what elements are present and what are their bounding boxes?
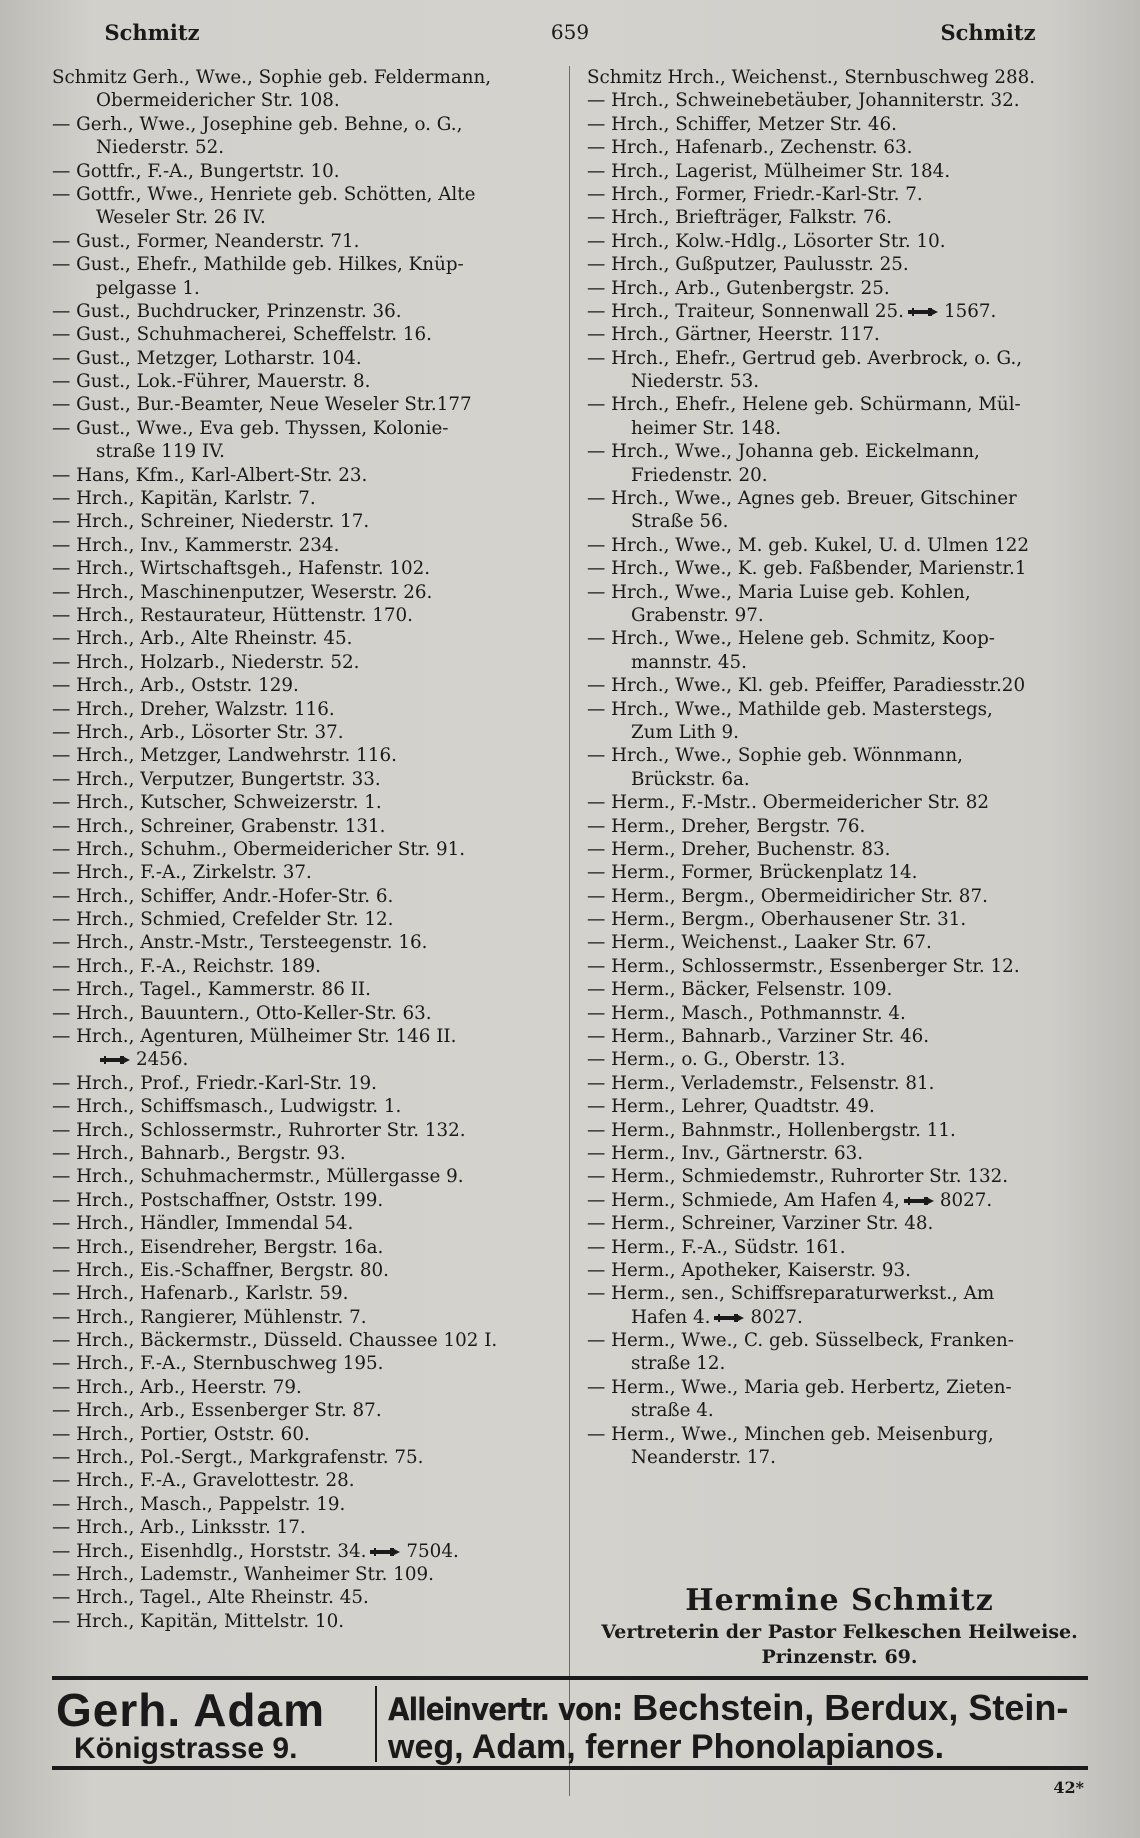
directory-entry (52, 1002, 562, 1025)
directory-entry (52, 627, 562, 650)
entry-line: — Herm., Bahnarb., Varziner Str. 46. (587, 1026, 930, 1048)
directory-entry (587, 1259, 1092, 1282)
directory-entry (587, 698, 1092, 745)
entry-continuation-line: Niederstr. 52. (96, 137, 225, 159)
advert-brand: Gerh. Adam (56, 1684, 326, 1736)
entry-line: — Herm., Schmiedemstr., Ruhrorter Str. 132. (587, 1166, 1009, 1188)
entry-line: — Hrch., Inv., Kammerstr. 234. (52, 534, 340, 556)
entry-line: — Hrch., Anstr.-Mstr., Tersteegenstr. 16. (52, 932, 428, 954)
directory-entry (52, 721, 562, 744)
page-header (52, 14, 1088, 50)
directory-entry (52, 1376, 562, 1399)
entry-line: — Herm., F.-A., Südstr. 161. (587, 1236, 846, 1258)
entry-continuation-line: Obermeidericher Str. 108. (96, 90, 340, 112)
directory-entry (52, 1236, 562, 1259)
entry-line: — Herm., Dreher, Buchenstr. 83. (587, 838, 891, 860)
directory-entry (52, 1610, 562, 1633)
entry-line: — Hrch., Schlossermstr., Ruhrorter Str. 132. (52, 1119, 466, 1141)
entry-continuation-line: straße 119 IV. (96, 441, 225, 463)
entry-line: — Herm., Weichenst., Laaker Str. 67. (587, 932, 932, 954)
directory-entry (52, 1516, 562, 1539)
entry-line: — Herm., Schreiner, Varziner Str. 48. (587, 1213, 934, 1235)
notice-line-1: Vertreterin der Pastor Felkeschen Heilweise. (601, 1621, 1078, 1643)
entry-line: — Hrch., Pol.-Sergt., Markgrafenstr. 75. (52, 1447, 424, 1469)
directory-entry (52, 1025, 562, 1072)
entry-line: Schmitz Gerh., Wwe., Sophie geb. Feldermann, (52, 67, 492, 88)
directory-entry (587, 160, 1092, 183)
directory-entry (52, 1189, 562, 1212)
directory-entry (587, 978, 1092, 1001)
entry-line: — Hrch., F.-A., Sternbuschweg 195. (52, 1353, 384, 1375)
entry-line: — Hrch., Briefträger, Falkstr. 76. (587, 207, 893, 229)
directory-entry (587, 861, 1092, 884)
directory-entry (587, 113, 1092, 136)
entry-line: — Hrch., Händler, Immendal 54. (52, 1213, 354, 1235)
entry-line: — Gust., Buchdrucker, Prinzenstr. 36. (52, 300, 402, 322)
directory-entry (587, 1329, 1092, 1376)
entry-line: — Hrch., Kutscher, Schweizerstr. 1. (52, 792, 382, 814)
phone-line (52, 1048, 562, 1071)
directory-entry (587, 1165, 1092, 1188)
entry-line: — Herm., Verlademstr., Felsenstr. 81. (587, 1072, 935, 1094)
directory-entry (52, 908, 562, 931)
entry-line: — Hrch., Former, Friedr.-Karl-Str. 7. (587, 183, 923, 205)
entry-line: — Gust., Bur.-Beamter, Neue Weseler Str.177 (52, 394, 472, 416)
entry-line: — Gust., Wwe., Eva geb. Thyssen, Kolonie- (52, 417, 449, 439)
directory-entry (52, 698, 562, 721)
directory-entry (52, 1423, 562, 1446)
directory-entry (52, 1095, 562, 1118)
page-number: 659 (550, 20, 590, 44)
directory-entry (587, 1236, 1092, 1259)
entry-line: — Hrch., Arb., Gutenbergstr. 25. (587, 277, 890, 299)
directory-entry (587, 1002, 1092, 1025)
directory-entry (587, 253, 1092, 276)
directory-entry (587, 1095, 1092, 1118)
entry-line: — Hrch., Restaurateur, Hüttenstr. 170. (52, 604, 413, 626)
entry-line: — Hrch., F.-A., Reichstr. 189. (52, 955, 321, 977)
directory-entry (52, 1306, 562, 1329)
directory-entry (52, 300, 562, 323)
entry-continuation-line: Straße 56. (631, 511, 729, 533)
telephone-icon (100, 1055, 130, 1065)
directory-entry (587, 908, 1092, 931)
directory-entry (587, 1423, 1092, 1470)
entry-line: — Hrch., Eis.-Schaffner, Bergstr. 80. (52, 1259, 389, 1281)
entry-line: — Hrch., Schweinebetäuber, Johanniterstr. 32. (587, 90, 1020, 112)
entry-continuation-line: Zum Lith 9. (631, 721, 739, 743)
directory-entry (587, 347, 1092, 394)
entry-line: — Gust., Lok.-Führer, Mauerstr. 8. (52, 371, 371, 393)
directory-entry (52, 838, 562, 861)
entry-continuation-line: straße 4. (631, 1400, 714, 1422)
entry-line: — Hrch., Kolw.-Hdlg., Lösorter Str. 10. (587, 230, 946, 252)
entry-line: — Herm., Former, Brückenplatz 14. (587, 862, 918, 884)
entry-line: — Hrch., Lagerist, Mülheimer Str. 184. (587, 160, 951, 182)
entry-line: — Hrch., Ehefr., Gertrud geb. Averbrock, o. G., (587, 347, 1023, 369)
directory-entry (52, 1072, 562, 1095)
directory-entry (587, 393, 1092, 440)
entry-line: — Hrch., Schuhmachermstr., Müllergasse 9. (52, 1166, 464, 1188)
advert-top-rule (52, 1676, 1088, 1680)
entry-line: — Hrch., Arb., Lösorter Str. 37. (52, 721, 344, 743)
header-right-word: Schmitz (940, 19, 1036, 45)
entry-line: — Hrch., Postschaffner, Oststr. 199. (52, 1189, 384, 1211)
entry-line: — Hrch., Arb., Essenberger Str. 87. (52, 1400, 382, 1422)
entry-line: — Herm., Bergm., Obermeidiricher Str. 87. (587, 885, 988, 907)
entry-line: — Herm., Lehrer, Quadtstr. 49. (587, 1096, 875, 1118)
entry-line: — Hrch., Wwe., K. geb. Faßbender, Marienstr.1 (587, 558, 1027, 580)
entry-continuation-line: straße 12. (631, 1353, 726, 1375)
entry-continuation-line: Hafen 4. 8027. (631, 1306, 803, 1328)
directory-entry (52, 955, 562, 978)
directory-entry (587, 1025, 1092, 1048)
entry-line: — Hrch., Schiffer, Andr.-Hofer-Str. 6. (52, 885, 394, 907)
directory-entry (52, 347, 562, 370)
directory-entry (587, 1189, 1092, 1212)
entry-line: — Hrch., Lademstr., Wanheimer Str. 109. (52, 1564, 434, 1585)
entry-line: — Hrch., Schuhm., Obermeidericher Str. 91. (52, 838, 466, 860)
entry-line: — Hrch., Arb., Oststr. 129. (52, 675, 299, 697)
entry-line: — Hrch., Wwe., Sophie geb. Wönnmann, (587, 745, 963, 767)
sheet-mark: 42* (1053, 1778, 1084, 1797)
entry-line: — Hrch., F.-A., Gravelottestr. 28. (52, 1470, 355, 1492)
directory-entry (587, 791, 1092, 814)
entry-line: — Hrch., Maschinenputzer, Weserstr. 26. (52, 581, 433, 603)
directory-entry (52, 1563, 562, 1586)
entry-line: — Gottfr., F.-A., Bungertstr. 10. (52, 160, 340, 182)
entry-line: — Herm., Bahnmstr., Hollenbergstr. 11. (587, 1119, 956, 1141)
advert-text-brands: Bechstein, Berdux, Stein- (632, 1687, 1069, 1728)
entry-line: — Herm., Apotheker, Kaiserstr. 93. (587, 1259, 911, 1281)
entry-line: — Hrch., Hafenarb., Zechenstr. 63. (587, 137, 913, 159)
entry-line: — Herm., o. G., Oberstr. 13. (587, 1049, 846, 1071)
directory-entry (52, 66, 562, 113)
directory-entry (52, 768, 562, 791)
directory-entry (587, 885, 1092, 908)
entry-line: — Hrch., Arb., Linksstr. 17. (52, 1517, 306, 1539)
directory-entry (52, 1329, 562, 1352)
directory-entry (587, 534, 1092, 557)
entry-line: — Herm., Bergm., Oberhausener Str. 31. (587, 909, 967, 931)
directory-entry (52, 370, 562, 393)
entry-line: — Hrch., Arb., Alte Rheinstr. 45. (52, 628, 353, 650)
directory-entry (52, 1142, 562, 1165)
entry-line: — Hrch., Tagel., Alte Rheinstr. 45. (52, 1587, 369, 1609)
entry-line: — Gottfr., Wwe., Henriete geb. Schötten, Alte (52, 183, 476, 205)
directory-entry (52, 393, 562, 416)
entry-line: — Hrch., Bäckermstr., Düsseld. Chaussee 102 I. (52, 1330, 498, 1352)
entry-line: — Herm., Bäcker, Felsenstr. 109. (587, 979, 893, 1001)
notice-name: Hermine Schmitz (685, 1583, 994, 1618)
directory-entry (52, 1259, 562, 1282)
directory-entry (52, 1399, 562, 1422)
entry-continuation-line: heimer Str. 148. (631, 417, 782, 439)
directory-entry (52, 183, 562, 230)
directory-entry (587, 815, 1092, 838)
entry-line: — Hrch., Schreiner, Niederstr. 17. (52, 511, 370, 533)
entry-line: Schmitz Hrch., Weichenst., Sternbuschweg 288. (587, 67, 1036, 88)
directory-entry (52, 510, 562, 533)
entry-line: — Hrch., F.-A., Zirkelstr. 37. (52, 862, 312, 884)
phone-number: 1567. (943, 300, 997, 322)
directory-entry (52, 557, 562, 580)
directory-entry (52, 417, 562, 464)
directory-entry (587, 1282, 1092, 1329)
entry-line: — Hrch., Rangierer, Mühlenstr. 7. (52, 1306, 367, 1328)
directory-entry (52, 604, 562, 627)
advert-text-prefix: Alleinvertr. von: (388, 1692, 623, 1728)
directory-entry (52, 1119, 562, 1142)
directory-entry (52, 160, 562, 183)
left-column (52, 66, 562, 1633)
directory-entry (52, 1540, 562, 1563)
phone-number: 2456. (136, 1049, 189, 1071)
entry-line: — Hrch., Gußputzer, Paulusstr. 25. (587, 254, 909, 276)
telephone-icon (908, 307, 938, 317)
entry-line: — Hrch., Bahnarb., Bergstr. 93. (52, 1142, 346, 1164)
directory-entry (587, 1072, 1092, 1095)
directory-entry (52, 1282, 562, 1305)
telephone-icon (714, 1313, 744, 1323)
directory-entry (52, 674, 562, 697)
entry-line: — Hrch., Verputzer, Bungertstr. 33. (52, 768, 381, 790)
entry-continuation-line: Brückstr. 6a. (631, 768, 750, 790)
directory-entry (52, 651, 562, 674)
entry-line: — Hrch., Traiteur, Sonnenwall 25. 1567. (587, 300, 997, 322)
directory-entry (52, 581, 562, 604)
directory-entry (52, 487, 562, 510)
entry-line: — Gust., Metzger, Lotharstr. 104. (52, 347, 362, 369)
directory-entry (587, 206, 1092, 229)
entry-line: — Hrch., Metzger, Landwehrstr. 116. (52, 745, 397, 767)
directory-entry (587, 744, 1092, 791)
directory-entry (587, 136, 1092, 159)
directory-entry (52, 1352, 562, 1375)
entry-line: — Hrch., Wwe., Mathilde geb. Masterstegs, (587, 698, 993, 720)
directory-entry (52, 1446, 562, 1469)
entry-line: — Herm., Schmiede, Am Hafen 4, 8027. (587, 1189, 993, 1211)
entry-continuation-line: Friedenstr. 20. (631, 464, 768, 486)
entry-line: — Hrch., Eisenhdlg., Horststr. 34. 7504. (52, 1540, 459, 1562)
notice-box (587, 1582, 1092, 1670)
header-left-word: Schmitz (104, 19, 200, 45)
directory-entry (587, 487, 1092, 534)
entry-line: — Hrch., Holzarb., Niederstr. 52. (52, 651, 360, 673)
entry-line: — Herm., sen., Schiffsreparaturwerkst., Am (587, 1283, 995, 1305)
entry-line: — Hrch., Bauuntern., Otto-Keller-Str. 63. (52, 1002, 432, 1024)
directory-entry (587, 1142, 1092, 1165)
advert-text-line-2: weg, Adam, ferner Phonolapianos. (388, 1728, 945, 1766)
column-divider (569, 66, 570, 1796)
directory-entry (587, 277, 1092, 300)
entry-line: — Hrch., Schreiner, Grabenstr. 131. (52, 815, 386, 837)
entry-continuation-line: Neanderstr. 17. (631, 1447, 776, 1469)
entry-line: — Gust., Ehefr., Mathilde geb. Hilkes, Knüp- (52, 254, 464, 276)
entry-line: — Gust., Former, Neanderstr. 71. (52, 230, 360, 252)
entry-line: — Hrch., Schmied, Crefelder Str. 12. (52, 909, 394, 931)
entry-line: — Hrch., Kapitän, Mittelstr. 10. (52, 1610, 345, 1632)
directory-entry (587, 440, 1092, 487)
entry-continuation-line: pelgasse 1. (96, 277, 200, 299)
directory-entry (587, 581, 1092, 628)
directory-entry (587, 66, 1092, 89)
directory-entry (52, 791, 562, 814)
directory-entry (587, 323, 1092, 346)
entry-line: — Herm., Masch., Pothmannstr. 4. (587, 1002, 906, 1024)
right-column (587, 66, 1092, 1469)
directory-entry (52, 744, 562, 767)
entry-line: — Hrch., Wirtschaftsgeh., Hafenstr. 102. (52, 558, 431, 580)
advert-text-line-1 (388, 1688, 1068, 1730)
advertisement (52, 1684, 1088, 1764)
telephone-icon (904, 1196, 934, 1206)
entry-continuation-line: mannstr. 45. (631, 651, 747, 673)
entry-line: — Herm., Dreher, Bergstr. 76. (587, 815, 866, 837)
directory-entry (52, 253, 562, 300)
entry-line: — Hrch., Arb., Heerstr. 79. (52, 1376, 302, 1398)
directory-entry (587, 627, 1092, 674)
entry-line: — Herm., Wwe., C. geb. Süsselbeck, Franken- (587, 1330, 1014, 1352)
directory-entry (52, 1469, 562, 1492)
directory-entry (52, 230, 562, 253)
directory-entry (52, 978, 562, 1001)
entry-line: — Hrch., Portier, Oststr. 60. (52, 1423, 310, 1445)
entry-line: — Hrch., Eisendreher, Bergstr. 16a. (52, 1236, 384, 1258)
directory-entry (587, 674, 1092, 697)
entry-line: — Hrch., Masch., Pappelstr. 19. (52, 1493, 346, 1515)
entry-line: — Hrch., Wwe., Helene geb. Schmitz, Koop- (587, 628, 995, 650)
directory-entry (587, 230, 1092, 253)
notice-line-2: Prinzenstr. 69. (761, 1646, 918, 1668)
directory-entry (52, 815, 562, 838)
directory-entry (587, 1048, 1092, 1071)
directory-entry (587, 955, 1092, 978)
directory-entry (52, 885, 562, 908)
directory-entry (52, 1493, 562, 1516)
entry-line: — Herm., Wwe., Minchen geb. Meisenburg, (587, 1423, 994, 1445)
directory-entry (587, 557, 1092, 580)
directory-entry (587, 89, 1092, 112)
directory-entry (587, 183, 1092, 206)
directory-entry (52, 931, 562, 954)
directory-entry (52, 464, 562, 487)
directory-entry (587, 838, 1092, 861)
entry-line: — Hans, Kfm., Karl-Albert-Str. 23. (52, 464, 368, 486)
telephone-icon (370, 1547, 400, 1557)
directory-entry (587, 1212, 1092, 1235)
entry-line: — Hrch., Schiffsmasch., Ludwigstr. 1. (52, 1096, 402, 1118)
entry-continuation-line: Grabenstr. 97. (631, 604, 764, 626)
directory-entry (587, 1376, 1092, 1423)
directory-entry (52, 113, 562, 160)
entry-line: — Gust., Schuhmacherei, Scheffelstr. 16. (52, 324, 432, 346)
entry-line: — Hrch., Ehefr., Helene geb. Schürmann, Mül- (587, 394, 1021, 416)
entry-continuation-line: Niederstr. 53. (631, 371, 760, 393)
phone-number: 8027. (750, 1306, 803, 1328)
directory-entry (52, 534, 562, 557)
entry-line: — Hrch., Dreher, Walzstr. 116. (52, 698, 335, 720)
directory-entry (52, 1586, 562, 1609)
directory-entry (52, 1212, 562, 1235)
directory-entry (587, 931, 1092, 954)
directory-entry (52, 1165, 562, 1188)
entry-line: — Hrch., Wwe., Johanna geb. Eickelmann, (587, 441, 980, 463)
phone-number: 8027. (939, 1189, 993, 1211)
directory-entry (52, 323, 562, 346)
entry-line: — Herm., Inv., Gärtnerstr. 63. (587, 1142, 864, 1164)
entry-line: — Hrch., Wwe., Kl. geb. Pfeiffer, Paradiesstr.20 (587, 675, 1026, 697)
entry-line: — Hrch., Wwe., Maria Luise geb. Kohlen, (587, 581, 971, 603)
directory-entry (52, 861, 562, 884)
entry-line: — Hrch., Gärtner, Heerstr. 117. (587, 324, 880, 346)
entry-line: — Hrch., Schiffer, Metzer Str. 46. (587, 113, 897, 135)
entry-line: — Hrch., Prof., Friedr.-Karl-Str. 19. (52, 1072, 377, 1094)
advert-bottom-rule (52, 1766, 1088, 1770)
entry-line: — Hrch., Kapitän, Karlstr. 7. (52, 488, 316, 510)
entry-line: — Herm., Wwe., Maria geb. Herbertz, Zieten- (587, 1376, 1012, 1398)
entry-line: — Gerh., Wwe., Josephine geb. Behne, o. G., (52, 113, 463, 135)
directory-entry (587, 1119, 1092, 1142)
entry-line: — Hrch., Agenturen, Mülheimer Str. 146 II. (52, 1026, 457, 1048)
entry-line: — Hrch., Hafenarb., Karlstr. 59. (52, 1283, 349, 1305)
advert-address: Königstrasse 9. (74, 1732, 298, 1765)
entry-line: — Hrch., Wwe., Agnes geb. Breuer, Gitschiner (587, 488, 1017, 510)
phone-number: 7504. (406, 1540, 459, 1562)
entry-line: — Herm., F.-Mstr.. Obermeidericher Str. 82 (587, 792, 990, 814)
directory-entry (587, 300, 1092, 323)
entry-continuation-line: Weseler Str. 26 IV. (96, 207, 266, 229)
entry-line: — Hrch., Tagel., Kammerstr. 86 II. (52, 979, 371, 1001)
advert-separator (375, 1686, 377, 1762)
entry-line: — Herm., Schlossermstr., Essenberger Str. 12. (587, 955, 1020, 977)
entry-line: — Hrch., Wwe., M. geb. Kukel, U. d. Ulmen 122 (587, 534, 1030, 556)
